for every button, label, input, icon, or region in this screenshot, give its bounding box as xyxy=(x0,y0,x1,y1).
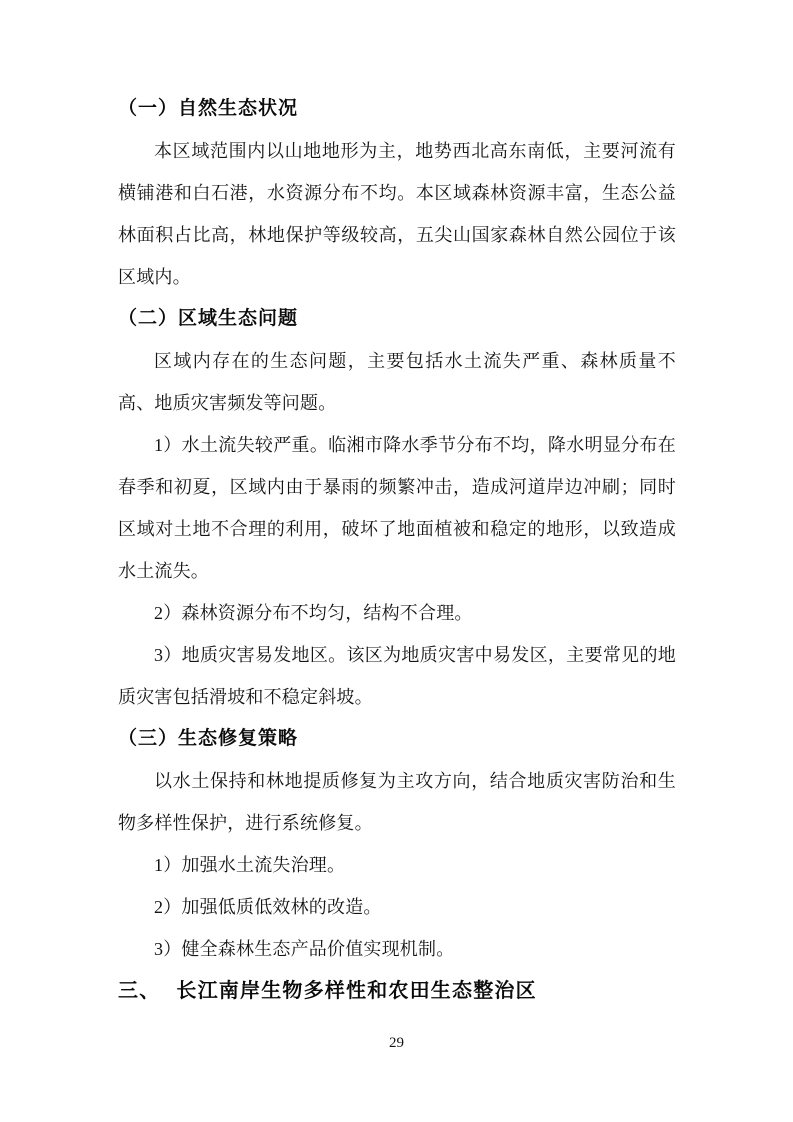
paragraph-eco-problems-intro: 区域内存在的生态问题，主要包括水土流失严重、森林质量不高、地质灾害频发等问题。 xyxy=(118,351,676,413)
section-heading-3: （三）生态修复策略 xyxy=(118,728,299,749)
paragraph-restoration-strategy: 以水土保持和林地提质修复为主攻方向，结合地质灾害防治和生物多样性保护，进行系统修复。 xyxy=(118,771,676,833)
paragraph-natural-eco: 本区域范围内以山地地形为主，地势西北高东南低，主要河流有横铺港和白石港，水资源分布不均。本区域森林资源丰富，生态公益林面积占比高，林地保护等级较高，五尖山国家森林自然公园位于该区域内。 xyxy=(118,141,676,287)
list-item-strategy-3: 3）健全森林生态产品价值实现机制。 xyxy=(154,939,455,959)
list-item-problem-1: 1）水土流失较严重。临湘市降水季节分布不均，降水明显分布在春季和初夏，区域内由于暴雨的频繁冲击，造成河道岸边冲刷；同时区域对土地不合理的利用，破坏了地面植被和稳定的地形，以致造成水土流失。 xyxy=(118,435,676,581)
page-footer xyxy=(0,1034,793,1052)
page-number: 29 xyxy=(389,1035,404,1051)
list-item-strategy-2: 2）加强低质低效林的改造。 xyxy=(154,897,382,917)
chapter-number: 三、 xyxy=(118,980,161,1002)
list-item-strategy-1: 1）加强水土流失治理。 xyxy=(154,855,346,875)
chapter-heading xyxy=(118,970,676,1012)
document-body xyxy=(118,88,676,1012)
section-heading-1: （一）自然生态状况 xyxy=(118,98,299,119)
list-item-problem-2: 2）森林资源分布不均匀，结构不合理。 xyxy=(154,603,473,623)
list-item-problem-3: 3）地质灾害易发地区。该区为地质灾害中易发区，主要常见的地质灾害包括滑坡和不稳定斜坡。 xyxy=(118,645,676,707)
chapter-title: 长江南岸生物多样性和农田生态整治区 xyxy=(176,980,537,1002)
section-heading-2: （二）区域生态问题 xyxy=(118,308,299,329)
